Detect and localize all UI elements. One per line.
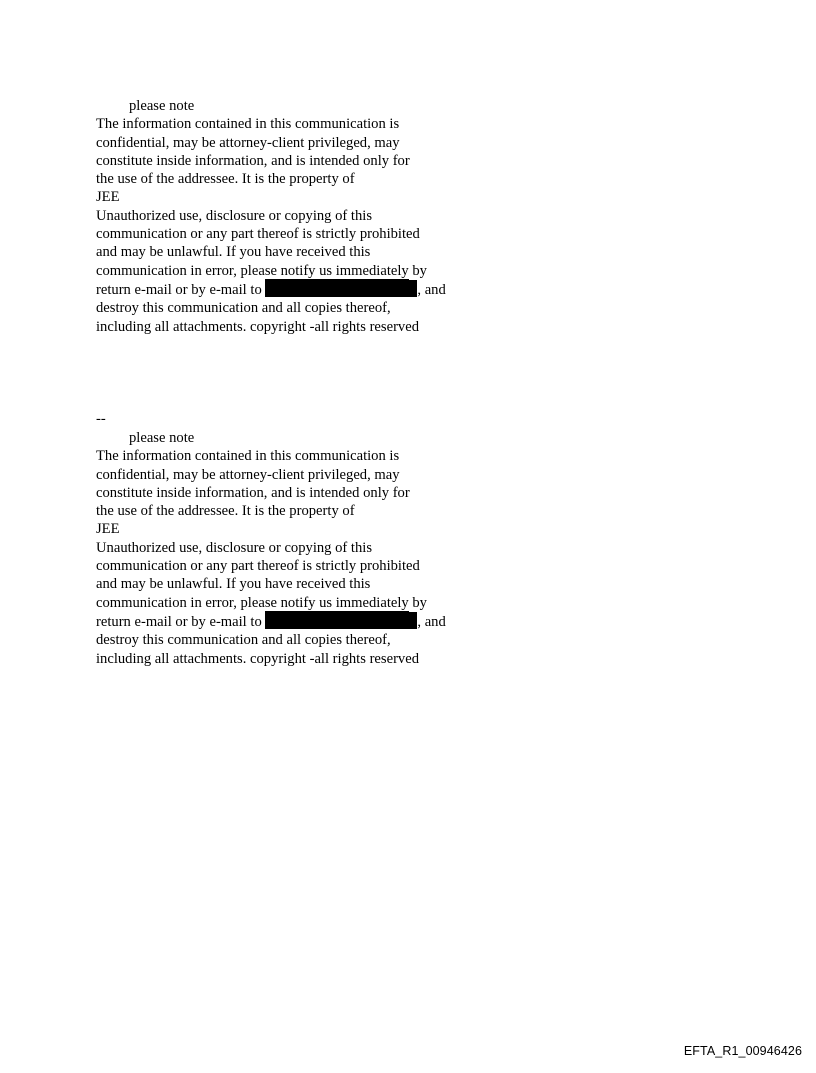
disclaimer-block-2 <box>96 429 496 668</box>
disclaimer-line <box>96 594 496 612</box>
disclaimer-line <box>96 612 496 631</box>
disclaimer-line: the use of the addressee. It is the property of <box>96 171 355 188</box>
disclaimer-line <box>96 262 496 280</box>
redaction-box <box>265 612 417 629</box>
disclaimer-line: constitute inside information, and is intended only for <box>96 152 410 169</box>
disclaimer-line: destroy this communication and all copies thereof, <box>96 632 391 649</box>
disclaimer-line: including all attachments. copyright -all rights reserved <box>96 650 419 667</box>
disclaimer-block-1 <box>96 97 496 336</box>
disclaimer-line: JEE <box>96 521 120 538</box>
line-text: communication in error, plea <box>96 594 265 611</box>
redaction-box <box>265 280 417 297</box>
disclaimer-line: destroy this communication and all copies thereof, <box>96 300 391 317</box>
separator: -- <box>96 411 106 427</box>
disclaimer-line <box>96 280 496 299</box>
disclaimer-heading: please note <box>129 430 195 446</box>
disclaimer-line: constitute inside information, and is intended only for <box>96 484 410 501</box>
line-text: , and <box>417 281 446 298</box>
line-text: return e-mail or by e-mail to <box>96 281 266 298</box>
disclaimer-line: including all attachments. copyright -all rights reserved <box>96 318 419 335</box>
disclaimer-line: Unauthorized use, disclosure or copying of this <box>96 539 373 556</box>
line-text: communication in error, plea <box>96 262 265 279</box>
disclaimer-line: The information contained in this communication is <box>96 116 400 133</box>
line-text: , and <box>417 613 446 630</box>
disclaimer-line: the use of the addressee. It is the property of <box>96 503 355 520</box>
disclaimer-line: communication or any part thereof is strictly prohibited <box>96 226 420 243</box>
disclaimer-line: The information contained in this communication is <box>96 448 400 465</box>
underlined-text: se notify us immediately <box>264 594 409 611</box>
underlined-text: se notify us immediately <box>264 262 409 279</box>
disclaimer-heading: please note <box>129 98 195 114</box>
document-id: EFTA_R1_00946426 <box>683 1044 802 1058</box>
disclaimer-line: and may be unlawful. If you have received this <box>96 244 371 261</box>
disclaimer-line: and may be unlawful. If you have received this <box>96 576 371 593</box>
line-text: return e-mail or by e-mail to <box>96 613 266 630</box>
disclaimer-line: Unauthorized use, disclosure or copying of this <box>96 207 373 224</box>
disclaimer-line: communication or any part thereof is strictly prohibited <box>96 558 420 575</box>
line-text: by <box>408 262 427 279</box>
line-text: by <box>408 594 427 611</box>
disclaimer-line: JEE <box>96 189 120 206</box>
disclaimer-line: confidential, may be attorney-client privileged, may <box>96 134 400 151</box>
disclaimer-line: confidential, may be attorney-client privileged, may <box>96 466 400 483</box>
